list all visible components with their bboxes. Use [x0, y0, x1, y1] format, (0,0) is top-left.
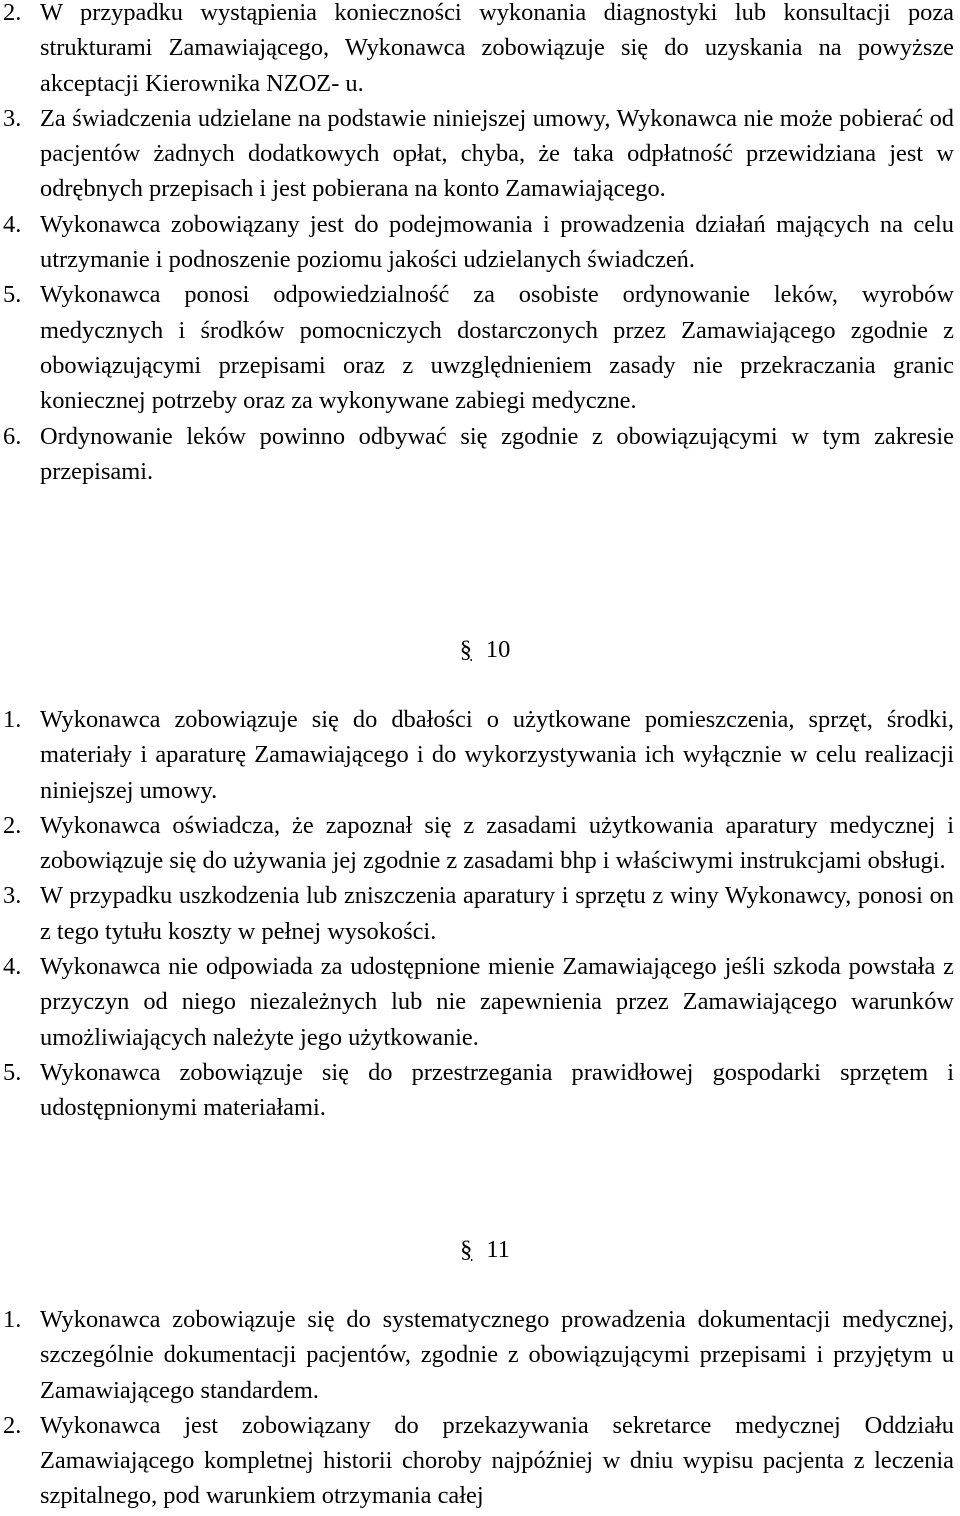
- item-number: 1.: [3, 1306, 22, 1333]
- paragraph-symbol: §: [460, 1236, 473, 1263]
- item-number: 5.: [3, 281, 22, 309]
- section-number: 10: [485, 636, 511, 663]
- item-number: 1.: [3, 706, 22, 733]
- list-item: [0, 878, 954, 949]
- item-text: W przypadku wystąpienia konieczności wykonania diagnostyki lub konsultacji poza strukturami Zamawiającego, Wykonawca zobowiązuje się do uzyskania na powyższe akceptacji Kierownika NZOZ- u.: [40, 0, 954, 97]
- item-text: W przypadku uszkodzenia lub zniszczenia aparatury i sprzętu z winy Wykonawcy, ponosi on z tego tytułu koszty w pełnej wysokości.: [40, 882, 954, 945]
- item-text: Wykonawca oświadcza, że zapoznał się z zasadami użytkowania aparatury medycznej i zobowiązuje się do używania jej zgodnie z zasadami bhp i właściwymi instrukcjami obsługi.: [40, 811, 954, 875]
- list-item: [0, 207, 954, 278]
- list-item: [0, 949, 954, 1055]
- list-item: [0, 277, 954, 418]
- item-text: Za świadczenia udzielane na podstawie niniejszej umowy, Wykonawca nie może pobierać od pacjentów żadnych dodatkowych opłat, chyba, że taka odpłatność przewidziana jest w odrębnych przepisach i jest pobierana na konto Zamawiającego.: [40, 104, 954, 203]
- list-item: [0, 0, 954, 101]
- list-item: [0, 1055, 954, 1126]
- section-number: 11: [486, 1236, 510, 1263]
- list-item: [0, 1408, 954, 1514]
- item-number: 2.: [3, 0, 22, 26]
- section-heading-10: [0, 632, 960, 667]
- item-text: Wykonawca nie odpowiada za udostępnione mienie Zamawiającego jeśli szkoda powstała z przyczyn od niego niezależnych lub nie zapewnienia przez Zamawiającego warunków umożliwiających należyte jego użytkowanie.: [40, 953, 954, 1051]
- item-text: Wykonawca zobowiązuje się do systematycznego prowadzenia dokumentacji medycznej, szczególnie dokumentacji pacjentów, zgodnie z obowiązującymi przepisami i przyjętym u Zamawiającego standardem.: [40, 1306, 954, 1404]
- section-10-list: [0, 702, 954, 1126]
- item-number: 6.: [3, 422, 22, 450]
- section-11-list: [0, 1302, 954, 1514]
- item-number: 4.: [3, 953, 22, 981]
- item-text: Wykonawca jest zobowiązany do przekazywania sekretarce medycznej Oddziału Zamawiającego kompletnej historii choroby najpóźniej w dniu wypisu pacjenta z leczenia szpitalnego, pod warunkiem otrzymania całej: [40, 1411, 954, 1510]
- section-continued-list: [0, 0, 954, 489]
- item-number: 2.: [3, 1411, 22, 1439]
- list-item: [0, 808, 954, 879]
- list-item: [0, 1302, 954, 1408]
- item-number: 2.: [3, 811, 22, 839]
- item-number: 3.: [3, 104, 22, 132]
- item-text: Wykonawca zobowiązuje się do przestrzegania prawidłowej gospodarki sprzętem i udostępnionymi materiałami.: [40, 1058, 954, 1122]
- item-text: Wykonawca ponosi odpowiedzialność za osobiste ordynowanie leków, wyrobów medycznych i środków pomocniczych dostarczonych przez Zamawiającego zgodnie z obowiązującymi przepisami oraz z uwzględnieniem zasady nie przekraczania granic koniecznej potrzeby oraz za wykonywane zabiegi medyczne.: [40, 281, 954, 415]
- paragraph-symbol: §: [459, 636, 472, 663]
- list-item: [0, 419, 954, 490]
- list-item: [0, 702, 954, 808]
- item-text: Wykonawca zobowiązuje się do dbałości o użytkowane pomieszczenia, sprzęt, środki, materiały i aparaturę Zamawiającego i do wykorzystywania ich wyłącznie w celu realizacji niniejszej umowy.: [40, 706, 954, 804]
- item-number: 3.: [3, 882, 22, 910]
- item-number: 4.: [3, 210, 22, 238]
- item-text: Wykonawca zobowiązany jest do podejmowania i prowadzenia działań mających na celu utrzymanie i podnoszenie poziomu jakości udzielanych świadczeń.: [40, 210, 954, 274]
- item-number: 5.: [3, 1058, 22, 1086]
- item-text: Ordynowanie leków powinno odbywać się zgodnie z obowiązującymi w tym zakresie przepisami.: [40, 422, 954, 485]
- list-item: [0, 101, 954, 207]
- section-heading-11: [0, 1232, 960, 1267]
